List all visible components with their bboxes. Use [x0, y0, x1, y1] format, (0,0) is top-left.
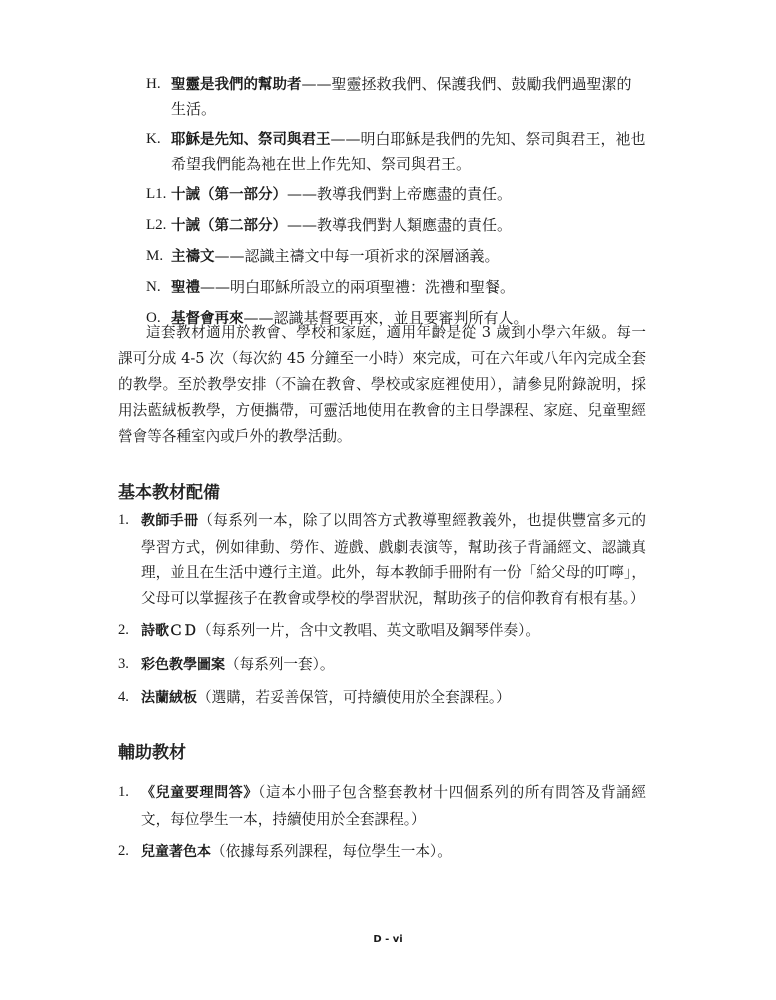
list-item	[118, 685, 646, 712]
item-number: 3.	[118, 655, 129, 672]
topic-description: ——聖靈拯救我們、保護我們、鼓勵我們過聖潔的生活。	[171, 75, 632, 118]
list-item	[118, 508, 646, 611]
topic-term: 十誡（第二部分）	[171, 218, 287, 234]
auxiliary-materials-list	[118, 780, 646, 873]
topic-marker: M.	[146, 248, 164, 264]
topic-item	[146, 72, 646, 121]
basic-materials-list	[118, 508, 646, 719]
topic-marker: L1.	[146, 186, 167, 202]
topic-marker: N.	[146, 279, 161, 295]
topic-description: ——教導我們對人類應盡的責任。	[287, 216, 513, 234]
topic-marker: O.	[146, 310, 161, 326]
topic-item	[146, 244, 646, 269]
page-number: D - vi	[373, 934, 403, 945]
item-description: （每系列一套）。	[225, 655, 335, 673]
item-description: （依據每系列課程，每位學生一本）。	[211, 843, 452, 860]
topic-term: 聖靈是我們的幫助者	[171, 77, 302, 93]
topic-term: 十誡（第一部分）	[171, 187, 287, 203]
intro-paragraph: 這套教材適用於教會、學校和家庭，適用年齡是從 3 歲到小學六年級。每一課可分成 4-5 次（每次約 45 分鐘至一小時）來完成，可在六年或八年內完成全套的教學。至於教學安排（不論在教會、學校或家庭裡使用），請參見附錄說明，採用法藍絨板教學，方便攜帶，可靈活地使用在教會的主日學課程、家庭、兒童聖經營會等各種室內或戶外的教學活動。	[118, 324, 646, 445]
item-number: 1.	[118, 784, 129, 800]
item-number: 2.	[118, 622, 129, 638]
item-term: 《兒童要理問答》	[141, 785, 259, 801]
item-description: （這本小冊子包含整套教材十四個系列的所有問答及背誦經文，每位學生一本，持續使用於全套課程。）	[141, 784, 647, 828]
item-term: 法蘭絨板	[141, 690, 197, 706]
section-heading-basic-materials: 基本教材配備	[118, 483, 220, 503]
topic-item	[146, 127, 646, 176]
topic-description: ——教導我們對上帝應盡的責任。	[287, 185, 513, 203]
list-item	[118, 839, 646, 866]
item-number: 4.	[118, 689, 129, 705]
item-number: 1.	[118, 512, 129, 528]
list-item	[118, 780, 646, 832]
section-heading-auxiliary-materials: 輔助教材	[118, 743, 186, 763]
topic-description: ——認識基督要再來，並且要審判所有人。	[243, 309, 529, 327]
topic-term: 聖禮	[171, 280, 200, 296]
topic-item	[146, 275, 646, 300]
item-term: 彩色教學圖案	[141, 656, 225, 673]
topic-description: ——明白耶穌所設立的兩項聖禮：洗禮和聖餐。	[200, 278, 516, 296]
topic-marker: K.	[146, 131, 161, 147]
topic-marker: L2.	[146, 217, 167, 233]
item-number: 2.	[118, 843, 129, 859]
item-description: （每系列一本，除了以問答方式教導聖經教義外，也提供豐富多元的學習方式，例如律動、勞作、遊戲、戲劇表演等，幫助孩子背誦經文、認識真理，並且在生活中遵行主道。此外，每本教師手冊附有一份「給父母的叮嚀」，父母可以掌握孩子在教會或學校的學習狀況，幫助孩子的信仰教育有根有基。）	[141, 512, 646, 607]
topic-description: ——認識主禱文中每一項祈求的深層涵義。	[214, 247, 500, 265]
topic-list	[146, 72, 646, 337]
topic-term: 耶穌是先知、祭司與君王	[171, 132, 331, 148]
topic-item	[146, 213, 646, 238]
topic-item	[146, 182, 646, 207]
item-term: 兒童著色本	[141, 844, 211, 860]
topic-term: 基督會再來	[171, 311, 244, 327]
list-item	[118, 652, 646, 679]
list-item	[118, 618, 646, 645]
topic-marker: H.	[146, 76, 161, 92]
topic-term: 主禱文	[171, 249, 215, 265]
item-term: 教師手冊	[141, 513, 199, 529]
item-description: （每系列一片，含中文教唱、英文歌唱及鋼琴伴奏）。	[197, 622, 540, 639]
item-description: （選購，若妥善保管，可持續使用於全套課程。）	[197, 689, 511, 706]
topic-description: ——明白耶穌是我們的先知、祭司與君王，祂也希望我們能為祂在世上作先知、祭司與君王。	[171, 130, 646, 173]
item-term: 詩歌ＣＤ	[141, 623, 197, 639]
